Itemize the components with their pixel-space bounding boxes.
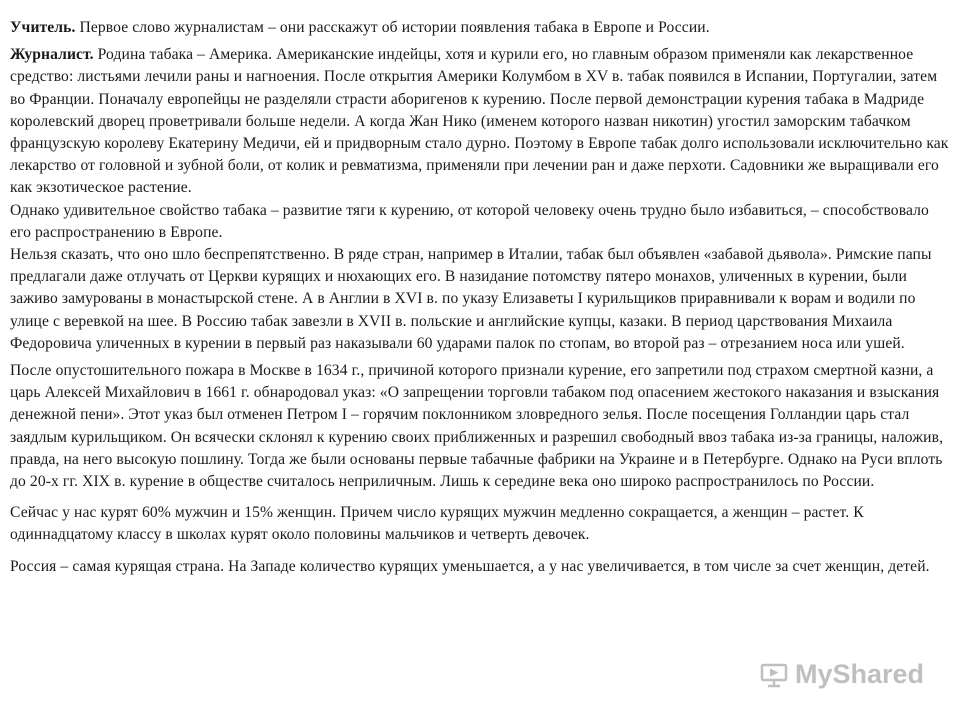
teacher-speaker-label: Учитель.	[10, 19, 76, 36]
teacher-paragraph	[10, 17, 950, 39]
russia-paragraph: Россия – самая курящая страна. На Западе количество курящих уменьшается, а у нас увеличивается, в том числе за счет женщин, детей.	[10, 557, 930, 575]
journalist-paragraph	[10, 44, 950, 199]
teacher-text: Первое слово журналистам – они расскажут об истории появления табака в Европе и России.	[75, 19, 710, 36]
watermark-text: MyShared	[794, 659, 924, 689]
attraction-paragraph: Однако удивительное свойство табака – развитие тяги к курению, от которой человеку очень трудно было избавиться, – способствовало его распространению в Европе.	[10, 201, 929, 241]
myshared-watermark	[759, 659, 924, 690]
document-body	[10, 17, 950, 578]
journalist-speaker-label: Журналист.	[10, 46, 94, 64]
presentation-screen-icon	[759, 660, 789, 690]
moscow-paragraph: После опустошительного пожара в Москве в 1634 г., причиной которого признали курение, его запретили под страхом смертной казни, а царь Алексей Михайлович в 1661 г. обнародовал указ: «О запрещении торговли табаком под опасением жестокого наказания и взыскания денежной пени». Этот указ был отменен Петром I – горячим поклонником зловредного зелья. После посещения Голландии царь стал заядлым курильщиком. Он всячески склонял к курению своих приближенных и разрешил свободный ввоз табака из-за границы, наложив, правда, на него высокую пошлину. Тогда же были основаны первые табачные фабрики на Украине и в Петербурге. Однако на Руси вплоть до 20-х гг. XIX в. курение в обществе считалось неприличным. Лишь к середине века оно широко распространилось по России.	[10, 362, 944, 491]
spread-paragraph: Нельзя сказать, что оно шло беспрепятственно. В ряде стран, например в Италии, табак был объявлен «забавой дьявола». Римские папы предлагали даже отлучать от Церкви курящих и нюхающих его. В назидание потомству пятеро монахов, уличенных в курении, были заживо замурованы в монастырской стене. А в Англии в XVI в. по указу Елизаветы I курильщиков приравнивали к ворам и водили по улице с веревкой на шее. В Россию табак завезли в XVII в. польские и английские купцы, казаки. В период царствования Михаила Федоровича уличенных в курении в первый раз наказывали 60 ударами палок по стопам, во второй раз – отрезанием носа или ушей.	[10, 246, 932, 352]
journalist-text: Родина табака – Америка. Американские индейцы, хотя и курили его, но главным образом применяли как лекарственное средство: листьями лечили раны и нагноения. После открытия Америки Колумбом в XV в. табак появился в Испании, Португалии, затем во Франции. Поначалу европейцы не разделяли страсти аборигенов к курению. После первой демонстрации курения табака в Мадриде королевский дворец проветривали больше недели. А когда Жан Нико (именем которого назван никотин) угостил заморским табачком французскую королеву Екатерину Медичи, ей и придворным стало дурно. Поэтому в Европе табак долго использовали исключительно как лекарство от головной и зубной боли, от колик и ревматизма, применяли при лечении ран и даже перхоти. Садовники же выращивали его как экзотическое растение.	[10, 46, 949, 197]
statistics-paragraph: Сейчас у нас курят 60% мужчин и 15% женщин. Причем число курящих мужчин медленно сокращается, а женщин – растет. К одиннадцатому классу в школах курят около половины мальчиков и четверть девочек.	[10, 504, 864, 544]
